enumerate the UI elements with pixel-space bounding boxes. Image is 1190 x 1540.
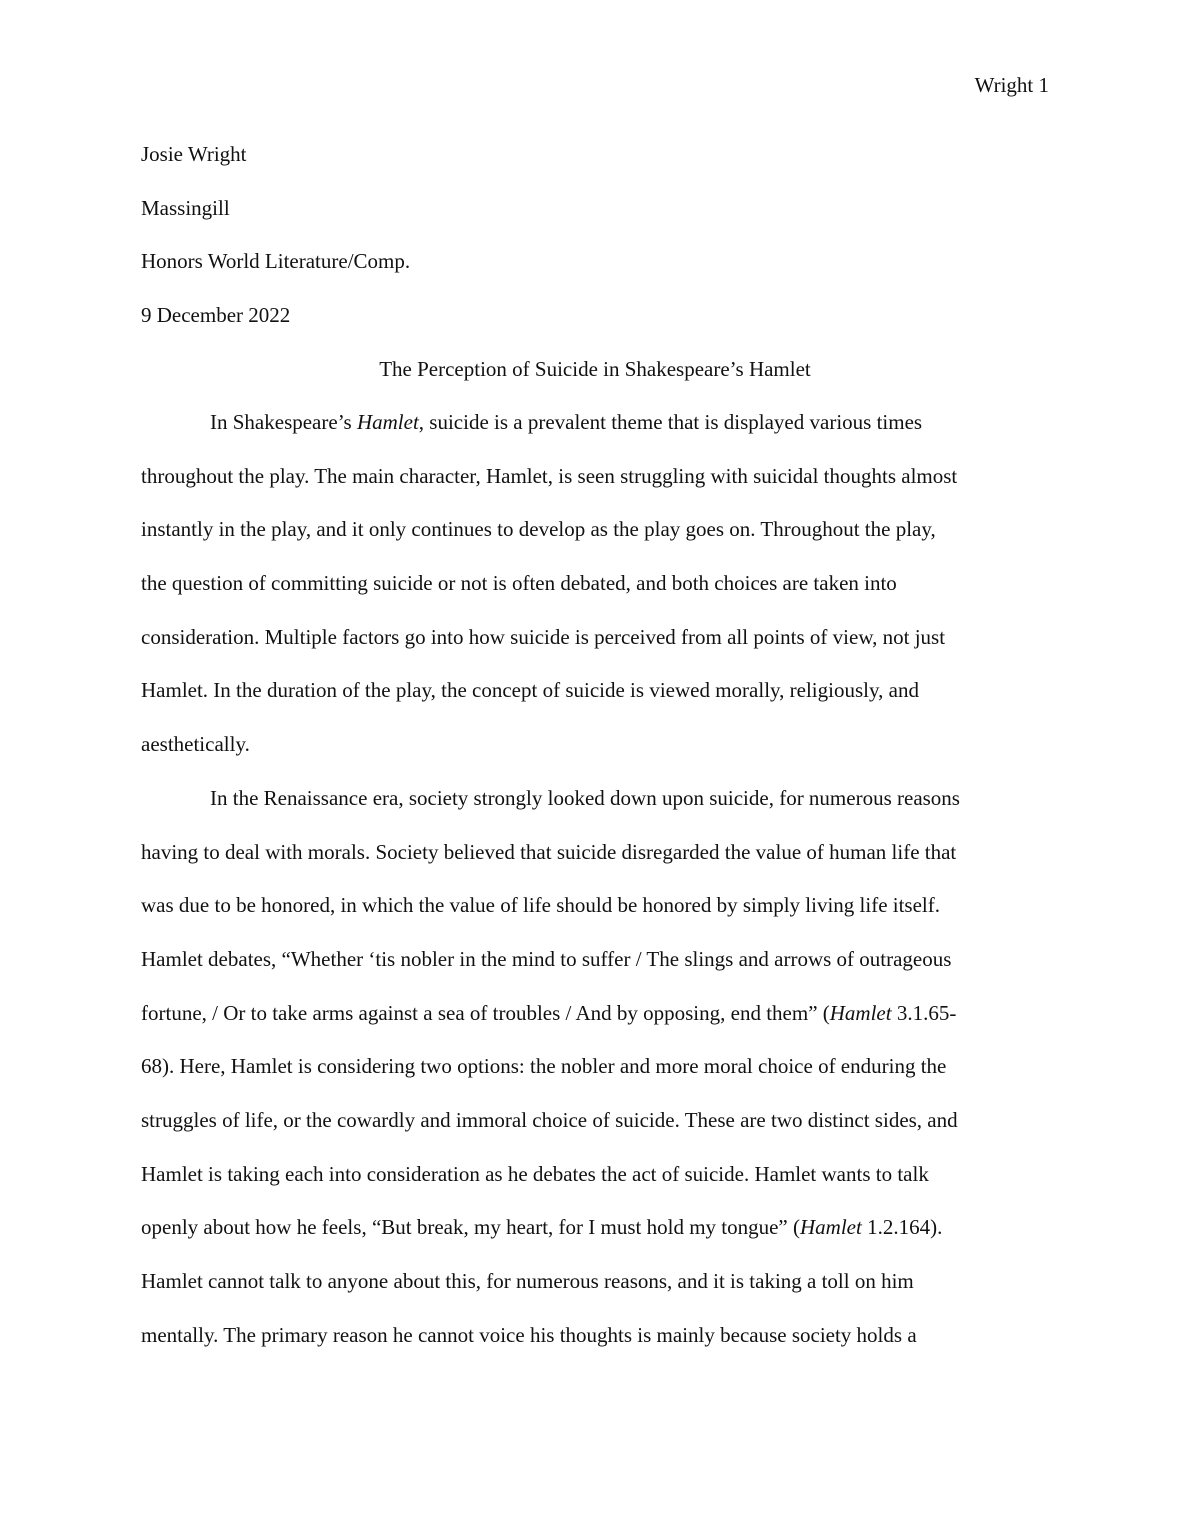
author-name: Josie Wright [141, 142, 247, 166]
paragraph-2-line-8: Hamlet is taking each into consideration as he debates the act of suicide. Hamlet wants to talk [141, 1161, 929, 1186]
mla-heading [141, 141, 1049, 356]
paragraph-1-line-6: Hamlet. In the duration of the play, the concept of suicide is viewed morally, religiously, and [141, 678, 919, 703]
paragraph-2-line-6: 68). Here, Hamlet is considering two options: the nobler and more moral choice of enduring the [141, 1054, 947, 1079]
paragraph-2-line-4: Hamlet debates, “Whether ‘tis nobler in the mind to suffer / The slings and arrows of outrageous [141, 946, 952, 971]
text-span: , suicide is a prevalent theme that is displayed various times [418, 410, 923, 434]
paragraph-1-line-4: the question of committing suicide or not is often debated, and both choices are taken into [141, 571, 897, 596]
paragraph-1-line-1 [141, 409, 1049, 463]
running-header: Wright 1 [974, 73, 1049, 97]
paragraph-2-line-9 [141, 1214, 1049, 1268]
paragraph-1-line-5: consideration. Multiple factors go into how suicide is perceived from all points of view, not just [141, 624, 946, 649]
text-span: In Shakespeare’s [210, 410, 357, 434]
text-span: 3.1.65- [891, 1000, 957, 1025]
italic-title: Hamlet [356, 410, 419, 434]
paragraph-1-line-7: aesthetically. [141, 732, 250, 757]
essay-date: 9 December 2022 [141, 303, 291, 328]
text-span: fortune, / Or to take arms against a sea of troubles / And by opposing, end them” ( [141, 1000, 830, 1025]
essay-title: The Perception of Suicide in Shakespeare’s Hamlet [379, 357, 811, 381]
paragraph-2-line-11: mentally. The primary reason he cannot voice his thoughts is mainly because society holds a [141, 1322, 917, 1347]
paragraph-2-line-3: was due to be honored, in which the value of life should be honored by simply living life itself. [141, 893, 941, 918]
paragraph-2-line-1: In the Renaissance era, society strongly looked down upon suicide, for numerous reasons [210, 785, 960, 810]
course-name: Honors World Literature/Comp. [141, 249, 411, 274]
instructor-name: Massingill [141, 195, 230, 220]
essay-body [141, 409, 1049, 1375]
paragraph-2-line-2: having to deal with morals. Society believed that suicide disregarded the value of human life that [141, 839, 957, 864]
paragraph-2-line-7: struggles of life, or the cowardly and immoral choice of suicide. These are two distinct sides, and [141, 1107, 958, 1132]
paragraph-1-line-3: instantly in the play, and it only continues to develop as the play goes on. Throughout the play, [141, 517, 936, 542]
paragraph-2-line-5 [141, 1000, 1049, 1054]
italic-title: Hamlet [829, 1000, 892, 1025]
italic-title: Hamlet [800, 1215, 862, 1240]
paragraph-1-line-2: throughout the play. The main character, Hamlet, is seen struggling with suicidal thoughts almost [141, 463, 958, 488]
text-span: 1.2.164). [861, 1215, 943, 1240]
paragraph-2-line-10: Hamlet cannot talk to anyone about this, for numerous reasons, and it is taking a toll on him [141, 1269, 914, 1293]
text-span: openly about how he feels, “But break, my heart, for I must hold my tongue” ( [141, 1215, 800, 1240]
